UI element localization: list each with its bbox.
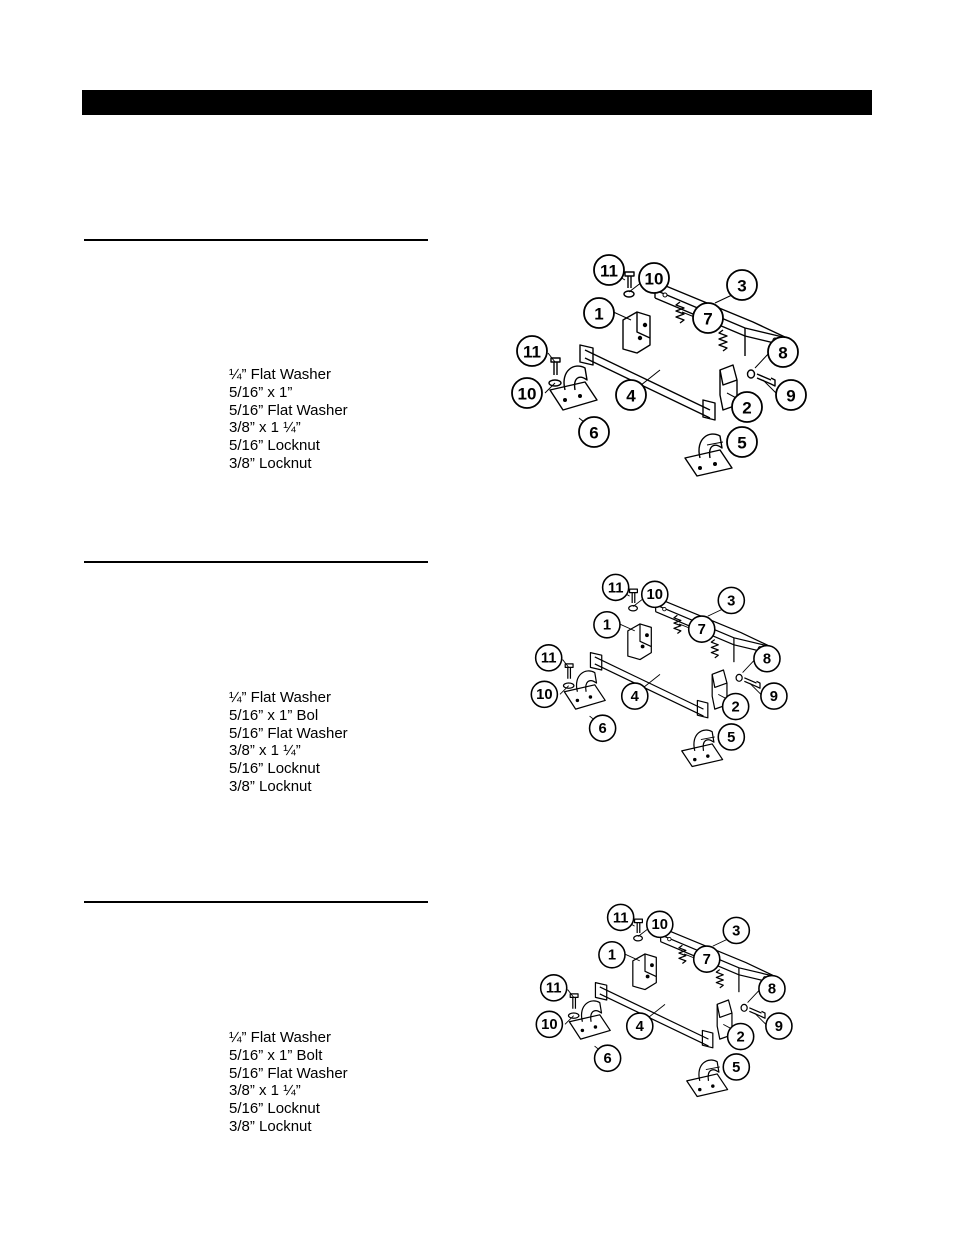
callout-3 [718,587,744,613]
callout-number: 5 [732,1059,741,1076]
callout-8 [759,976,785,1002]
callout-8 [768,337,798,367]
part-item: ¼” Flat Washer [229,1029,331,1046]
callout-10 [536,1011,562,1037]
washer-10-left [563,683,573,688]
hook-mount-6-hole [578,394,582,398]
hook-mount-5-hole [698,466,702,470]
hook-mount-6-hole [581,1029,584,1032]
bolt-11-left [565,664,573,679]
assembly-drawing [512,255,806,476]
hook-mount-5-base [682,744,723,767]
bolt-11-upper [635,919,643,933]
callout-6 [590,715,616,741]
callout-number: 8 [762,651,772,668]
hook-mount-6-hole [576,699,579,702]
bolt-9 [749,1008,765,1018]
exploded-view-drawing [520,570,800,770]
spring-7-lower [711,640,718,658]
hook-mount-5-hole [693,758,696,761]
frame-hole [663,607,666,610]
callout-6 [579,417,609,447]
part-item: ¼” Flat Washer [229,689,331,706]
callout-number: 11 [540,650,557,667]
bracket-1-hole [638,336,642,340]
part-item: 3/8” Locknut [229,777,312,795]
callout-number: 9 [774,1018,784,1035]
part-item: ¼” Flat Washer [229,366,331,383]
callout-number: 8 [778,343,788,363]
callout-4 [627,1013,653,1039]
section-2-exploded-diagram [520,570,800,770]
hook-mount-5-hole [711,1084,714,1087]
callout-10 [531,681,557,707]
callout-number: 6 [589,423,599,443]
callout-leader [708,609,723,616]
part-item: 5/16” x 1” Bolt [229,1046,323,1064]
part-item: 3/8” x 1 ¼” [229,419,301,437]
callout-7 [694,946,720,972]
callout-5 [718,724,744,750]
callout-11 [517,336,547,366]
part-item: 5/16” Locknut [229,437,320,455]
callout-5 [727,427,757,457]
bracket-1-hole [643,323,647,327]
callout-1 [584,298,614,328]
callout-1 [594,612,620,638]
callout-11 [603,574,629,600]
callout-10 [639,263,669,293]
callout-number: 4 [630,688,639,705]
callout-10 [512,378,542,408]
callout-1 [599,942,625,968]
cross-bar-end-plate-left [580,345,593,365]
part-item: 3/8” Locknut [229,1117,312,1135]
callout-leader [715,295,732,303]
hook-mount-6-hole [589,695,592,698]
callout-leader [755,1013,766,1024]
callout-number: 2 [731,699,740,716]
callout-number: 9 [786,386,796,406]
callout-number: 11 [545,980,562,997]
callout-number: 11 [607,580,624,597]
part-item: 5/16” x 1” [229,383,293,401]
callout-leader [713,939,728,946]
callout-number: 1 [602,617,612,634]
callout-11 [541,975,567,1001]
hook-mount-5-hole [698,1088,701,1091]
hook-mount-5-base [687,1074,728,1097]
part-item: 3/8” x 1 ¼” [229,742,301,760]
callout-number: 6 [598,721,607,738]
callout-number: 4 [626,386,636,406]
callout-4 [616,380,646,410]
callout-number: 7 [702,952,711,968]
bolt-11-left [551,358,560,375]
callout-3 [723,917,749,943]
section-1-rule [84,239,428,241]
bracket-1-hole [650,963,654,967]
callout-number: 9 [769,688,779,705]
callout-9 [761,683,787,709]
callout-number: 5 [737,433,747,453]
callout-4 [622,683,648,709]
section-1-exploded-diagram [505,250,815,480]
callout-number: 11 [612,910,629,927]
callout-3 [727,270,757,300]
callout-number: 11 [600,261,618,281]
section-3-parts-list [229,1029,348,1136]
section-2-rule [84,561,428,563]
callout-9 [776,380,806,410]
callout-number: 10 [517,384,537,404]
assembly-drawing [531,574,787,766]
callout-2 [732,392,762,422]
callout-number: 2 [736,1029,745,1046]
section-2-parts-list [229,689,348,796]
part-item: 5/16” Locknut [229,760,320,778]
hook-mount-6-hole [594,1025,597,1028]
callout-number: 10 [541,1017,558,1034]
hook-mount-5-hole [706,754,709,757]
frame-hole [663,293,667,297]
part-item: 5/16” Locknut [229,1100,320,1118]
callout-9 [766,1013,792,1039]
bracket-1-hole [646,975,650,979]
callout-number: 1 [607,947,617,964]
washer-8 [741,1004,747,1011]
bracket-1-hole [645,633,649,637]
bolt-11-left [570,994,578,1009]
cross-bar-bottom [585,358,710,418]
spring-7-lower [719,330,727,351]
callout-6 [595,1045,621,1071]
bolt-9 [744,678,760,688]
callout-number: 3 [732,923,741,940]
callout-7 [689,616,715,642]
exploded-view-drawing [525,900,805,1100]
callout-11 [608,904,634,930]
callout-10 [647,911,673,937]
bolt-9 [757,374,775,386]
bolt-11-upper [630,589,638,603]
callout-number: 3 [737,276,747,296]
spring-7-lower [716,970,723,988]
callout-number: 7 [697,622,706,638]
washer-8 [748,370,755,378]
part-item: 5/16” Flat Washer [229,1064,348,1082]
bolt-11-upper [625,272,634,288]
part-item: 5/16” Flat Washer [229,401,348,419]
part-item: 3/8” Locknut [229,454,312,472]
bracket-1-hole [641,645,645,649]
callout-2 [723,693,749,719]
callout-number: 7 [703,309,713,329]
callout-11 [594,255,624,285]
callout-number: 8 [767,981,777,998]
callout-number: 11 [523,342,541,362]
section-3-exploded-diagram [525,900,805,1100]
hook-mount-5-hole [713,462,717,466]
part-item: 5/16” Flat Washer [229,724,348,742]
frame-hole [668,937,671,940]
exploded-view-drawing [505,250,815,480]
callout-leader [750,683,761,694]
callout-8 [754,646,780,672]
callout-2 [728,1023,754,1049]
callout-7 [693,303,723,333]
callout-number: 2 [742,398,752,418]
callout-leader [763,380,776,393]
part-item: 5/16” x 1” Bol [229,706,319,724]
callout-number: 5 [727,729,736,746]
cross-bar-bottom [600,994,709,1046]
callout-10 [642,581,668,607]
callout-number: 1 [594,304,604,324]
callout-number: 10 [646,587,664,604]
section-3-rule [84,901,428,903]
callout-number: 6 [603,1051,612,1068]
header-bar [82,90,872,115]
part-item: 3/8” x 1 ¼” [229,1082,301,1100]
washer-10-left [568,1013,578,1018]
hook-mount-6-hole [563,398,567,402]
callout-5 [723,1054,749,1080]
cross-bar-end-plate-left [590,653,601,670]
section-1-parts-list [229,366,348,473]
hook-mount-5-base [685,450,732,476]
cross-bar-bottom [595,664,704,716]
assembly-drawing [536,904,792,1096]
callout-number: 3 [727,593,736,610]
callout-number: 10 [644,269,664,289]
callout-11 [536,645,562,671]
callout-number: 4 [635,1018,644,1035]
cross-bar-end-plate-left [595,983,606,1000]
callout-number: 10 [651,917,669,934]
washer-8 [736,674,742,681]
callout-number: 10 [536,687,553,704]
